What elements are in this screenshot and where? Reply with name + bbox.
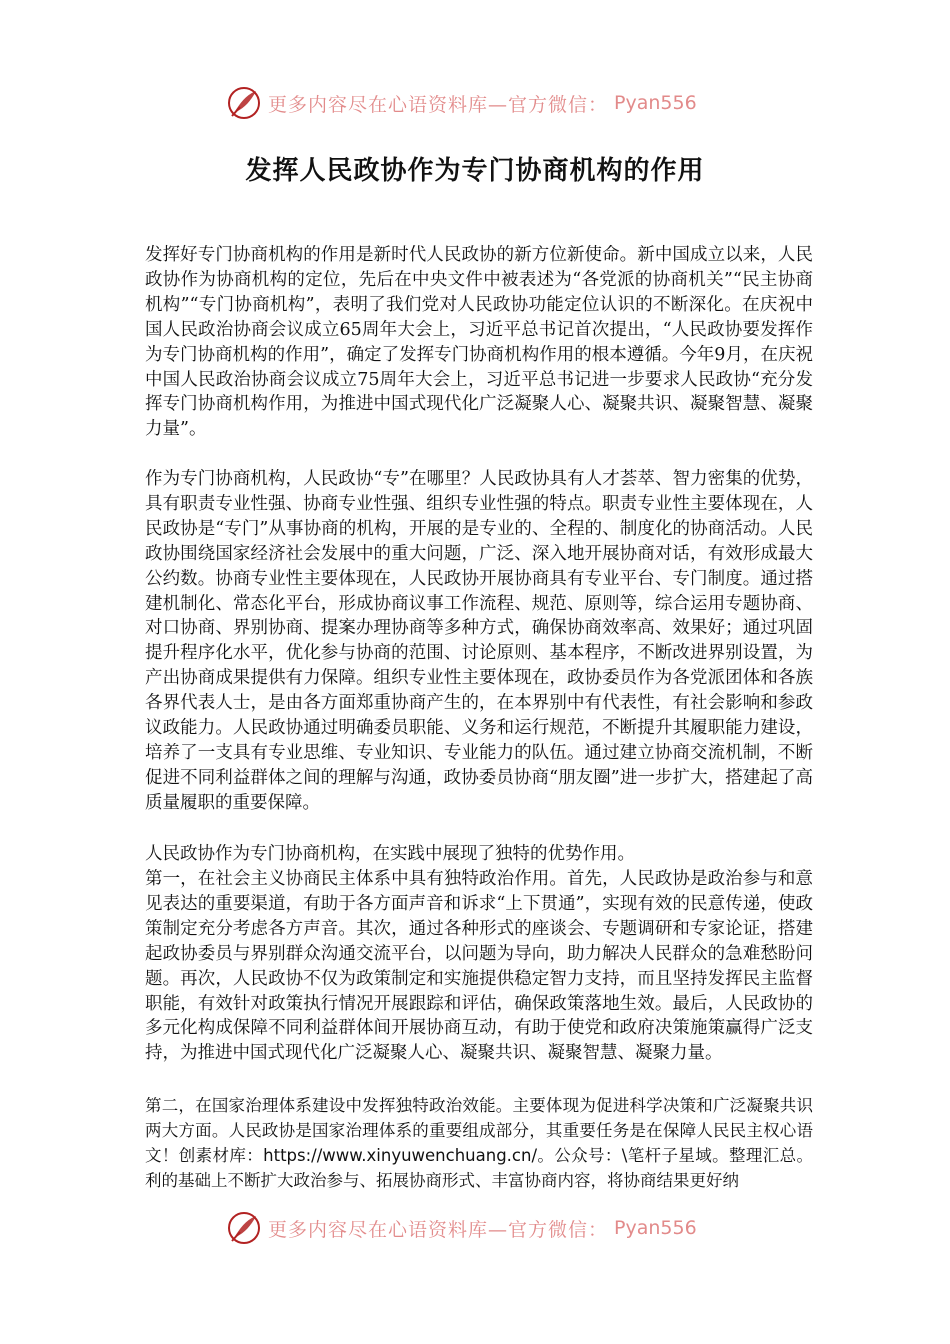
paragraph-1: 发挥好专门协商机构的作用是新时代人民政协的新方位新使命。新中国成立以来，人民政协作为协商机构的定位，先后在中央文件中被表述为“各党派的协商机关”“民主协商机构”“专门协商机构”，表明了我们党对人民政协功能定位认识的不断深化。在庆祝中国人民政治协商会议成立65周年大会上，习近平总书记首次提出，“人民政协要发挥作为专门协商机构的作用”，确定了发挥专门协商机构作用的根本遵循。今年9月，在庆祝中国人民政治协商会议成立75周年大会上，习近平总书记进一步要求人民政协“充分发挥专门协商机构作用，为推进中国式现代化广泛凝聚人心、凝聚共识、凝聚智慧、凝聚力量”。 [145, 245, 813, 440]
document-title: 发挥人民政协作为专门协商机构的作用 [245, 156, 705, 186]
paragraph-2: 作为专门协商机构，人民政协“专”在哪里？人民政协具有人才荟萃、智力密集的优势，具有职责专业性强、协商专业性强、组织专业性强的特点。职责专业性主要体现在，人民政协是“专门”从事协商的机构，开展的是专业的、全程的、制度化的协商活动。人民政协围绕国家经济社会发展中的重大问题，广泛、深入地开展协商对话，有效形成最大公约数。协商专业性主要体现在，人民政协开展协商具有专业平台、专门制度。通过搭建机制化、常态化平台，形成协商议事工作流程、规范、原则等，综合运用专题协商、对口协商、界别协商、提案办理协商等多种方式，确保协商效率高、效果好；通过巩固提升程序化水平，优化参与协商的范围、讨论原则、基本程序，不断改进界别设置，为产出协商成果提供有力保障。组织专业性主要体现在，政协委员作为各党派团体和各族各界代表人士，是由各方面郑重协商产生的，在本界别中有代表性，有社会影响和参政议政能力。人民政协通过明确委员职能、义务和运行规范，不断提升其履职能力建设，培养了一支具有专业思维、专业知识、专业能力的队伍。通过建立协商交流机制，不断促进不同利益群体之间的理解与沟通，政协委员协商“朋友圈”进一步扩大，搭建起了高质量履职的重要保障。 [145, 469, 813, 813]
paragraph-5: 第二，在国家治理体系建设中发挥独特政治效能。主要体现为促进科学决策和广泛凝聚共识两大方面。人民政协是国家治理体系的重要组成部分，其重要任务是在保障人民民主权心语文！创素材库：https://www.xinyuwenchuang.cn/。公众号：\笔杆子星域。整理汇总。利的基础上不断扩大政治参与、拓展协商形式、丰富协商内容，将协商结果更好纳 [145, 1096, 813, 1190]
paragraph-4: 第一，在社会主义协商民主体系中具有独特政治作用。首先，人民政协是政治参与和意见表达的重要渠道，有助于各方面声音和诉求“上下贯通”，实现有效的民意传递，使政策制定充分考虑各方声音。其次，通过各种形式的座谈会、专题调研和专家论证，搭建起政协委员与界别群众沟通交流平台，以问题为导向，助力解决人民群众的急难愁盼问题。再次，人民政协不仅为政策制定和实施提供稳定智力支持，而且坚持发挥民主监督职能，有效针对政策执行情况开展跟踪和评估，确保政策落地生效。最后，人民政协的多元化构成保障不同利益群体间开展协商互动，有助于使党和政府决策施策赢得广泛支持，为推进中国式现代化广泛凝聚人心、凝聚共识、凝聚智慧、凝聚力量。 [145, 869, 813, 1064]
watermark-wechat-id: Pyan556 [614, 92, 697, 114]
feather-logo-icon [226, 85, 262, 121]
watermark-text: 更多内容尽在心语资料库—官方微信： [268, 93, 609, 116]
watermark-footer [226, 1208, 726, 1248]
watermark-wechat-id: Pyan556 [614, 1217, 697, 1239]
paragraph-3: 人民政协作为专门协商机构，在实践中展现了独特的优势作用。 [145, 844, 635, 864]
watermark-text: 更多内容尽在心语资料库—官方微信： [268, 1218, 609, 1241]
watermark-header [226, 83, 726, 123]
feather-logo-icon [226, 1210, 262, 1246]
